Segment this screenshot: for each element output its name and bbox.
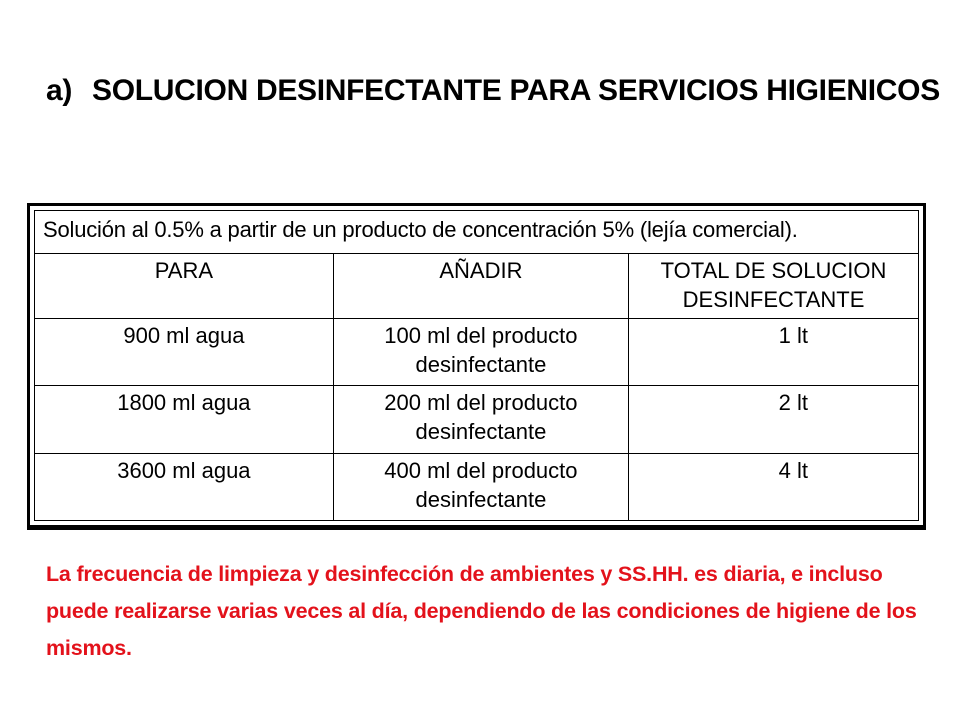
- header-para: PARA: [35, 253, 334, 318]
- section-letter: a): [46, 74, 73, 107]
- table-row: [35, 453, 919, 520]
- cell-total: 2 lt: [629, 386, 919, 453]
- section-title-text: SOLUCION DESINFECTANTE PARA SERVICIOS HIGIENICOS: [92, 74, 940, 107]
- header-anadir: AÑADIR: [333, 253, 628, 318]
- cell-total: 4 lt: [629, 453, 919, 520]
- cell-para: 1800 ml agua: [35, 386, 334, 453]
- table-caption: Solución al 0.5% a partir de un producto de concentración 5% (lejía comercial).: [35, 211, 919, 254]
- cell-para: 900 ml agua: [35, 318, 334, 385]
- table-row: [35, 386, 919, 453]
- caption-row: [35, 211, 919, 254]
- cell-anadir: 400 ml del producto desinfectante: [333, 453, 628, 520]
- cell-para: 3600 ml agua: [35, 453, 334, 520]
- cell-anadir: 200 ml del producto desinfectante: [333, 386, 628, 453]
- header-row: [35, 253, 919, 318]
- frequency-note: La frecuencia de limpieza y desinfección de ambientes y SS.HH. es diaria, e incluso puede realizarse varias veces al día, dependiendo de las condiciones de higiene de los mismos.: [46, 562, 917, 660]
- table-row: [35, 318, 919, 385]
- section-title: [46, 74, 940, 124]
- disinfectant-table-frame: [27, 203, 926, 530]
- cell-anadir: 100 ml del producto desinfectante: [333, 318, 628, 385]
- cell-total: 1 lt: [629, 318, 919, 385]
- header-total: TOTAL DE SOLUCION DESINFECTANTE: [629, 253, 919, 318]
- disinfectant-table: [34, 210, 919, 521]
